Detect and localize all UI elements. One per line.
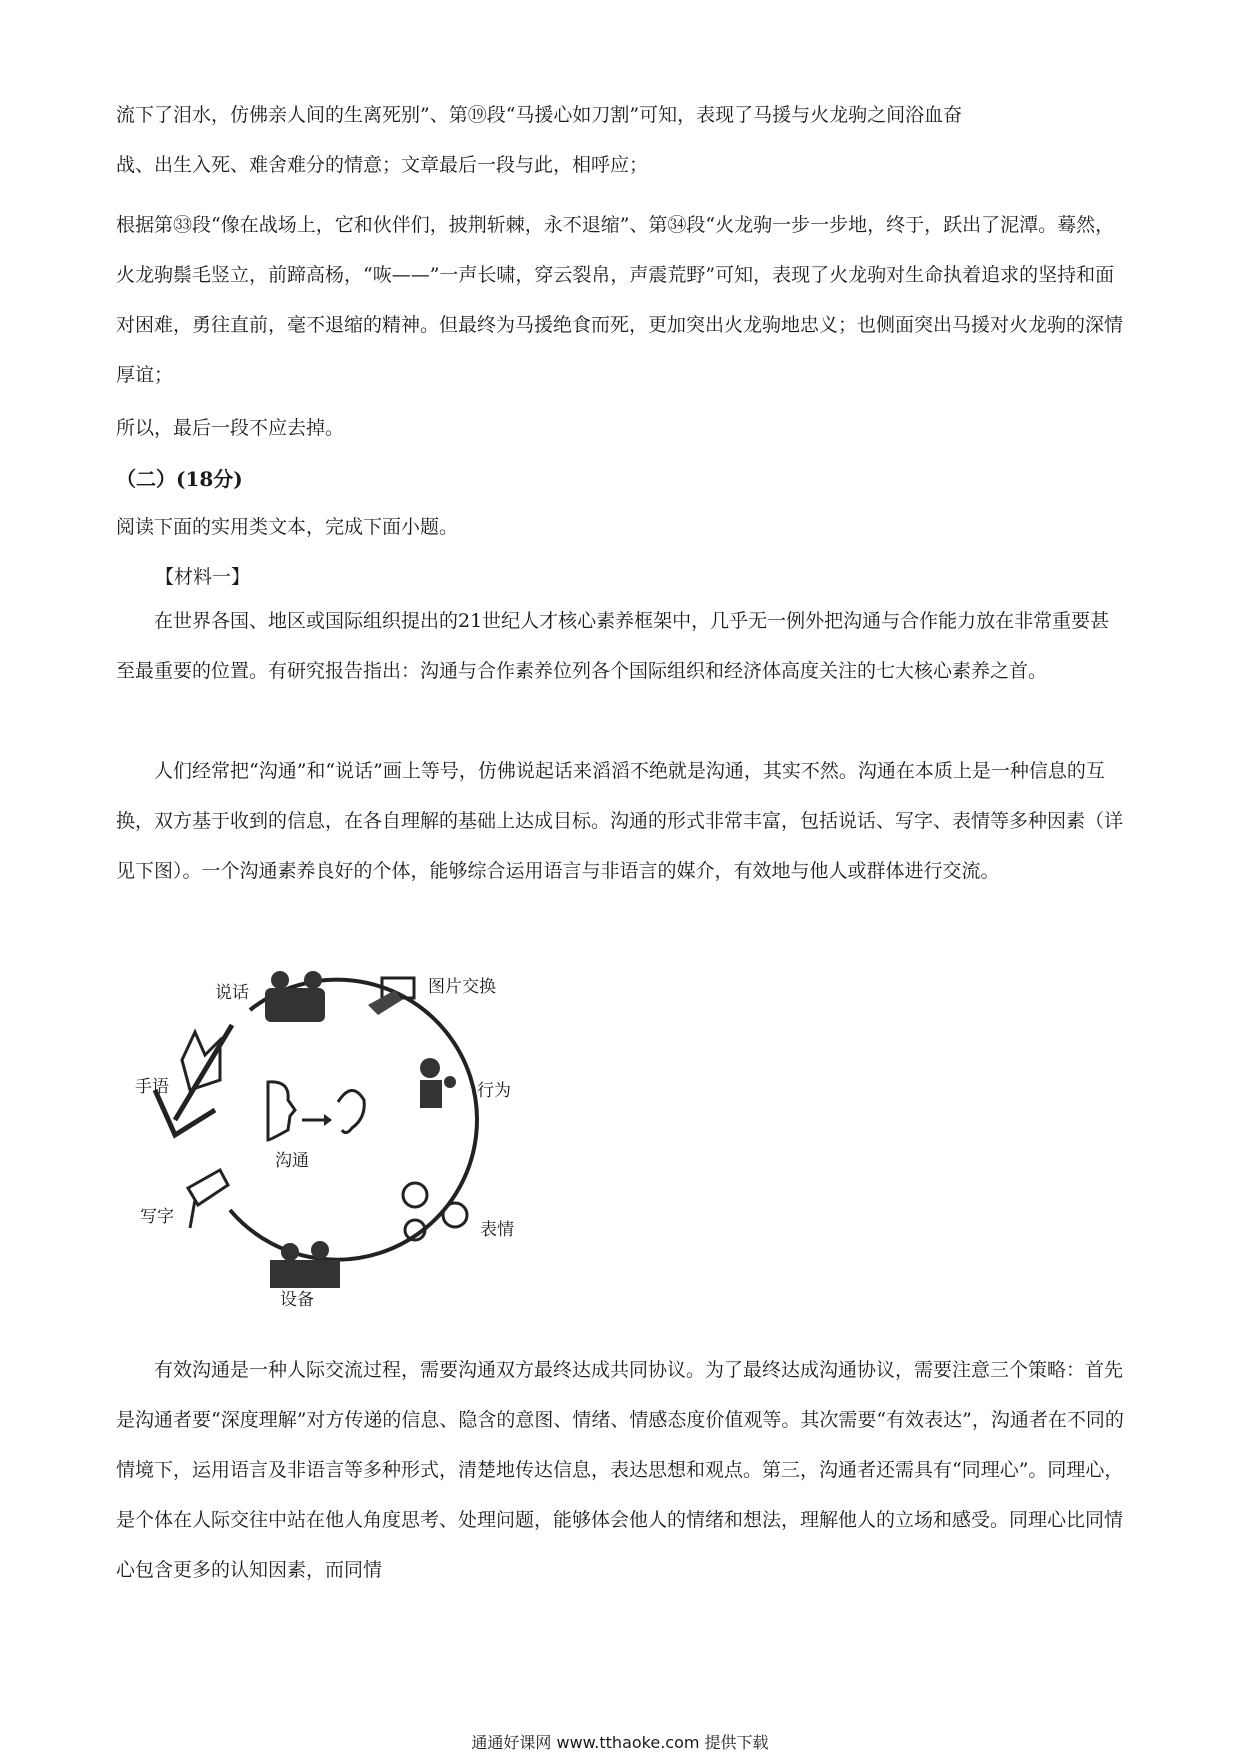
label-device: 设备 <box>280 1290 314 1310</box>
answer-paragraph-2: 根据第㉝段“像在战场上，它和伙伴们，披荆斩棘，永不退缩”、第㉞段“火龙驹一步一步地，终于，跃出了泥潭。蓦然，火龙驹鬃毛竖立，前蹄高杨，“咴——”一声长啸，穿云裂帛，声震荒野”可知，表现了火龙驹对生命执着追求的坚持和面对困难，勇往直前，毫不退缩的精神。但最终为马援绝食而死，更加突出火龙驹地忠义；也侧面突出马援对火龙驹的深情厚谊； <box>116 214 1124 386</box>
label-writing: 写字 <box>140 1207 174 1227</box>
speaking-icon <box>265 971 325 1022</box>
label-sign-language: 手语 <box>135 1077 169 1097</box>
material-paragraph-3: 有效沟通是一种人际交流过程，需要沟通双方最终达成共同协议。为了最终达成沟通协议，需要注意三个策略：首先是沟通者要“深度理解”对方传递的信息、隐含的意图、情绪、情感态度价值观等。其次需要“有效表达”，沟通者在不同的情境下，运用语言及非语言等多种形式，清楚地传达信息，表达思想和观点。第三，沟通者还需具有“同理心”。同理心，是个体在人际交往中站在他人角度思考、处理问题，能够体会他人的情绪和想法，理解他人的立场和感受。同理心比同情心包含更多的认知因素，而同情 <box>116 1359 1124 1581</box>
section-heading: （二）(18分) <box>116 467 243 491</box>
answer-line-1: 流下了泪水，仿佛亲人间的生离死别”、第⑲段“马援心如刀割”可知，表现了马援与火龙驹之间浴血奋 <box>116 104 963 126</box>
label-speaking: 说话 <box>215 983 249 1003</box>
communication-diagram <box>120 960 550 1310</box>
answer-conclusion: 所以，最后一段不应去掉。 <box>116 417 345 439</box>
label-center: 沟通 <box>275 1151 309 1171</box>
cycle-arrow-stem <box>175 1025 232 1120</box>
writing-icon <box>188 1170 228 1228</box>
behavior-icon <box>420 1058 456 1108</box>
material-label: 【材料一】 <box>155 566 251 588</box>
label-picture-exchange: 图片交换 <box>428 977 496 997</box>
label-behavior: 行为 <box>477 1081 511 1101</box>
label-expression: 表情 <box>480 1220 514 1240</box>
section-instruction: 阅读下面的实用类文本，完成下面小题。 <box>116 516 459 538</box>
communication-cycle-figure <box>120 960 550 1305</box>
answer-line-2: 战、出生入死、难舍难分的情意；文章最后一段与此，相呼应； <box>116 154 649 176</box>
material-paragraph-2: 人们经常把“沟通”和“说话”画上等号，仿佛说起话来滔滔不绝就是沟通，其实不然。沟通在本质上是一种信息的互换，双方基于收到的信息，在各自理解的基础上达成目标。沟通的形式非常丰富，包括说话、写字、表情等多种因素（详见下图）。一个沟通素养良好的个体，能够综合运用语言与非语言的媒介，有效地与他人或群体进行交流。 <box>116 760 1124 882</box>
communication-center-icon <box>268 1082 364 1140</box>
material-paragraph-1: 在世界各国、地区或国际组织提出的21世纪人才核心素养框架中，几乎无一例外把沟通与合作能力放在非常重要甚至最重要的位置。有研究报告指出：沟通与合作素养位列各个国际组织和经济体高度关注的七大核心素养之首。 <box>116 610 1110 682</box>
page-footer: 通通好课网 www.tthaoke.com 提供下载 <box>471 1733 769 1752</box>
